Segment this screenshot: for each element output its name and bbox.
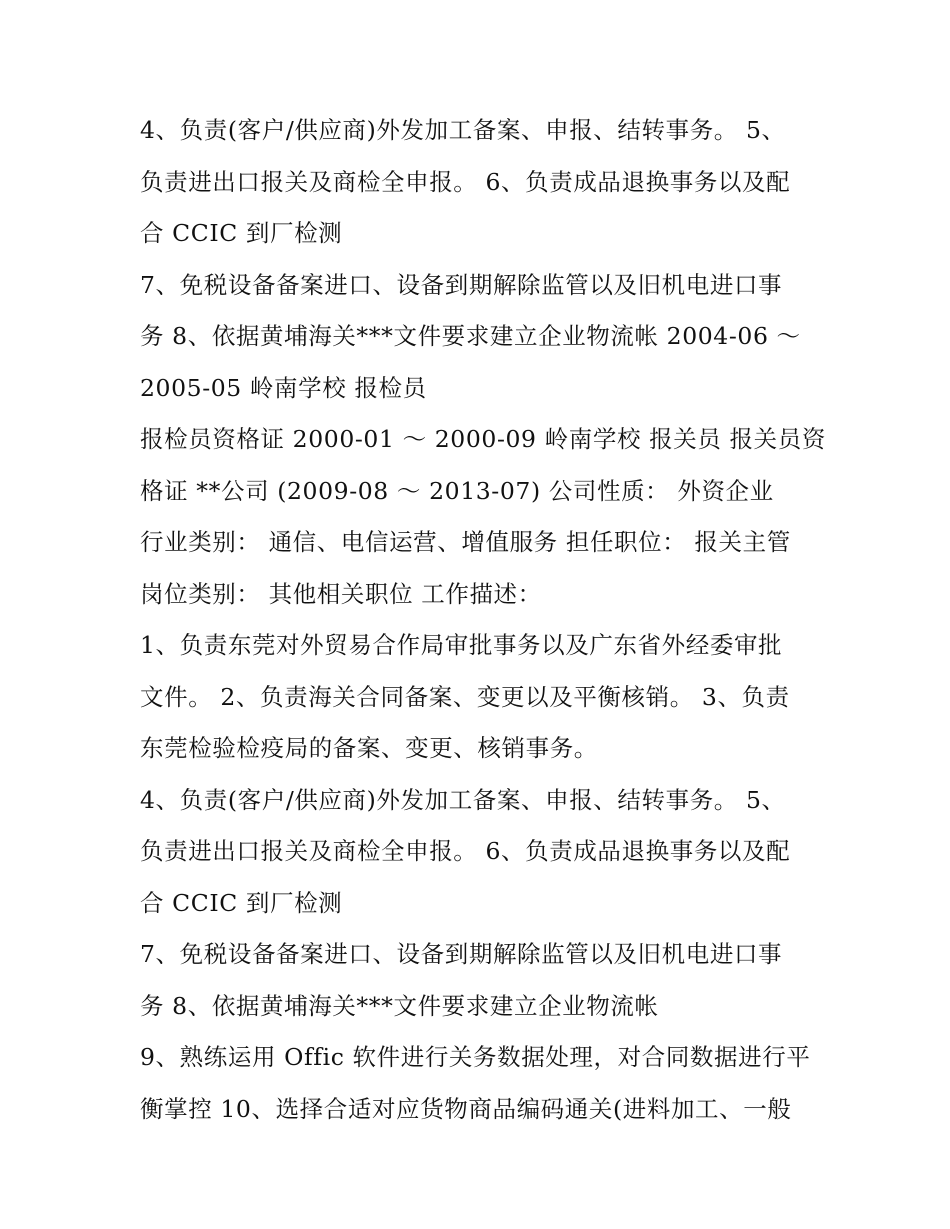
text-line: 4、负责(客户/供应商)外发加工备案、申报、结转事务。 5、 [140,116,786,144]
text-line: 衡掌控 10、选择合适对应货物商品编码通关(进料加工、一般 [140,1094,792,1123]
text-line: 文件。 2、负责海关合同备案、变更以及平衡核销。 3、负责 [140,682,790,711]
text-line: 东莞检验检疫局的备案、变更、核销事务。 [140,734,598,762]
document-body [140,105,826,1135]
text-line: 9、熟练运用 Offic 软件进行关务数据处理，对合同数据进行平 [140,1043,811,1071]
text-line: 1、负责东莞对外贸易合作局审批事务以及广东省外经委审批 [140,631,783,659]
text-line: 岗位类别： 其他相关职位 工作描述： [140,579,542,608]
text-line: 7、免税设备备案进口、设备到期解除监管以及旧机电进口事 [140,270,783,299]
text-line: 务 8、依据黄埔海关***文件要求建立企业物流帐 [140,991,659,1020]
text-line: 合 CCIC 到厂检测 [140,888,343,917]
text-line: 4、负责(客户/供应商)外发加工备案、申报、结转事务。 5、 [140,785,786,814]
text-line: 2005-05 岭南学校 报检员 [140,373,427,402]
text-line: 合 CCIC 到厂检测 [140,219,343,247]
text-line: 报检员资格证 2000-01 ～ 2000-09 岭南学校 报关员 报关员资 [140,425,826,453]
text-line: 行业类别： 通信、电信运营、增值服务 担任职位： 报关主管 [140,528,791,556]
text-line: 负责进出口报关及商检全申报。 6、负责成品退换事务以及配 [140,837,791,865]
text-line: 格证 **公司 (2009-08 ～ 2013-07) 公司性质： 外资企业 [140,476,774,505]
text-line: 负责进出口报关及商检全申报。 6、负责成品退换事务以及配 [140,167,791,196]
text-line: 7、免税设备备案进口、设备到期解除监管以及旧机电进口事 [140,940,783,968]
text-line: 务 8、依据黄埔海关***文件要求建立企业物流帐 2004-06 ～ [140,322,801,350]
